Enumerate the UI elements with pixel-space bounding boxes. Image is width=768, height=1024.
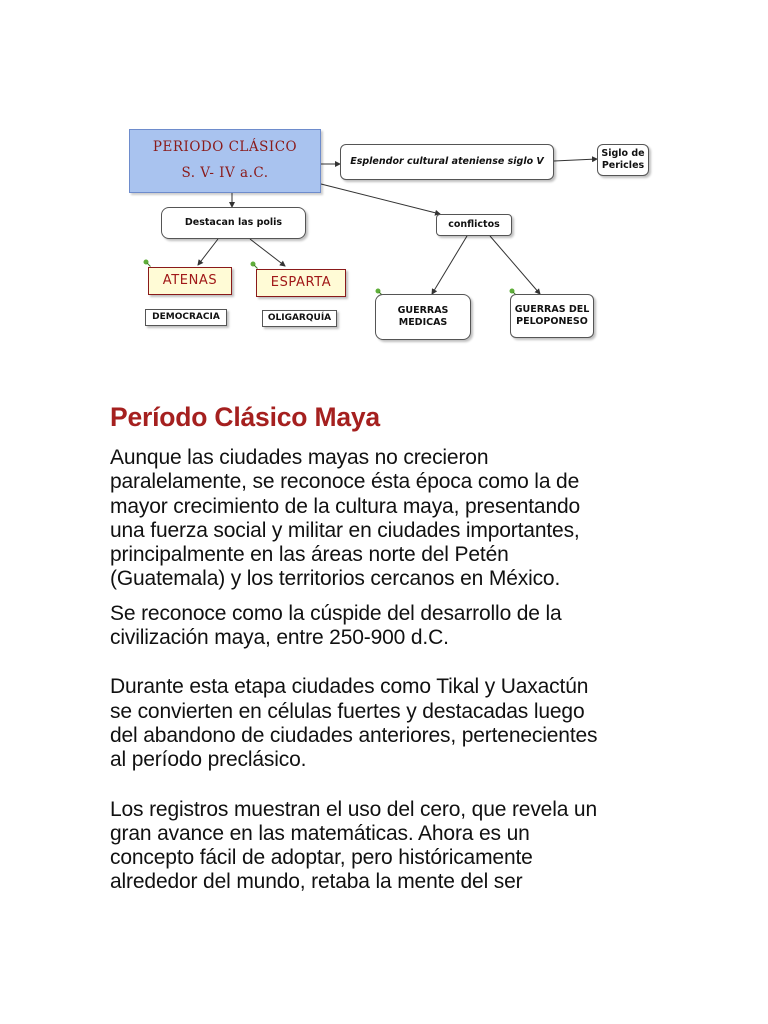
esparta-label: ESPARTA <box>270 274 332 290</box>
paragraph-line: Durante esta etapa ciudades como Tikal y Uaxactún <box>110 675 589 699</box>
esplendor-label: Esplendor cultural ateniense siglo V <box>350 156 544 168</box>
paragraph-line: (Guatemala) y los territorios cercanos en México. <box>110 567 561 591</box>
periodo-line1: PERIODO CLÁSICO <box>152 139 298 156</box>
paragraph-line: del abandono de ciudades anteriores, pertenecientes <box>110 723 598 747</box>
paragraph-line: una fuerza social y militar en ciudades importantes, <box>110 518 580 542</box>
democracia-box <box>145 309 227 326</box>
siglo-line1: Siglo de <box>601 148 645 160</box>
paragraph-line: civilización maya, entre 250-900 d.C. <box>110 626 449 650</box>
periodo-clasico-box <box>129 129 321 193</box>
guerras-medicas-box <box>375 294 471 340</box>
oligarquia-label: OLIGARQUÍA <box>267 312 332 323</box>
paragraph-line: alrededor del mundo, retaba la mente del ser <box>110 870 523 894</box>
article-body <box>110 402 670 895</box>
atenas-label: ATENAS <box>162 272 218 288</box>
paragraph-line: gran avance en las matemáticas. Ahora es un <box>110 821 530 845</box>
esplendor-box <box>340 144 554 180</box>
destacan-polis-box <box>161 207 306 239</box>
paragraph-line: Aunque las ciudades mayas no crecieron <box>110 446 489 469</box>
paragraph-line: principalmente en las áreas norte del Petén <box>110 543 509 567</box>
paragraph-2 <box>110 602 670 651</box>
democracia-label: DEMOCRACIA <box>152 311 220 322</box>
paragraph-line: Los registros muestran el uso del cero, que revela un <box>110 797 597 821</box>
pin-icon <box>250 261 258 269</box>
paragraph-line: se convierten en células fuertes y destacadas luego <box>110 699 585 723</box>
arrow-esplendor-siglo <box>554 159 597 161</box>
paragraph-3 <box>110 675 670 772</box>
paragraph-1 <box>110 446 670 592</box>
paragraph-line: al período preclásico. <box>110 748 307 772</box>
conflictos-label: conflictos <box>448 219 500 231</box>
paragraph-line: Se reconoce como la cúspide del desarrollo de la <box>110 601 562 625</box>
conflictos-box <box>436 214 512 236</box>
article-heading: Período Clásico Maya <box>110 402 380 432</box>
guerras-peloponeso-box <box>510 294 594 338</box>
atenas-box <box>148 267 232 295</box>
esparta-box <box>256 269 346 297</box>
arrow-conflictos-medicas <box>432 236 467 294</box>
paragraph-4 <box>110 798 670 895</box>
guerras-peloponeso-line1: GUERRAS DEL <box>514 304 590 316</box>
periodo-line2: S. V- IV a.C. <box>181 165 269 181</box>
arrow-periodo-conflictos <box>321 184 440 214</box>
arrow-destacan-atenas <box>198 239 218 265</box>
siglo-pericles-box <box>597 144 649 176</box>
oligarquia-box <box>262 310 337 327</box>
arrow-conflictos-peloponeso <box>490 236 540 294</box>
guerras-medicas-line2: MEDICAS <box>398 317 448 328</box>
pin-icon <box>143 259 151 267</box>
concept-map <box>0 0 768 360</box>
paragraph-line: concepto fácil de adoptar, pero históricamente <box>110 846 533 870</box>
destacan-label: Destacan las polis <box>184 217 283 229</box>
guerras-medicas-line1: GUERRAS <box>397 305 449 317</box>
siglo-line2: Pericles <box>601 160 645 171</box>
paragraph-line: mayor crecimiento de la cultura maya, presentando <box>110 494 581 518</box>
guerras-peloponeso-line2: PELOPONESO <box>516 316 588 327</box>
paragraph-line: paralelamente, se reconoce ésta época como la de <box>110 470 580 494</box>
